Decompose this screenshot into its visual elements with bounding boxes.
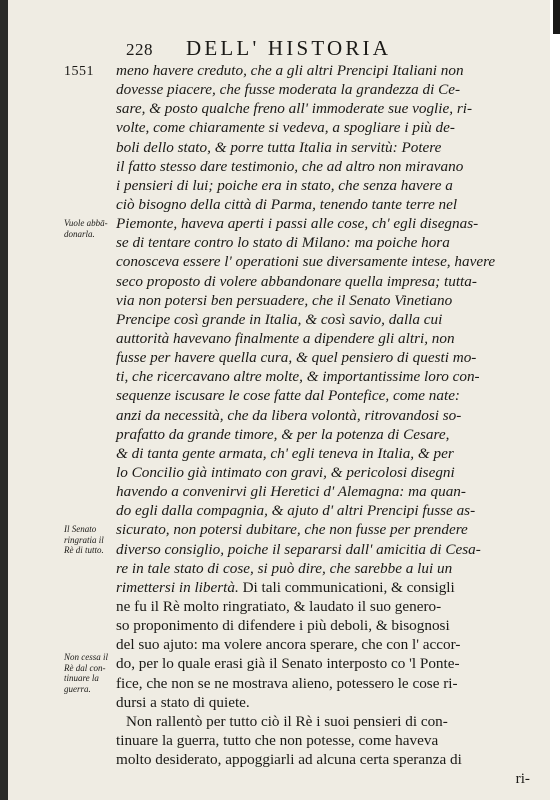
text-line: meno havere creduto, che a gli altri Prencipi Italiani non — [116, 62, 464, 79]
text-line: boli dello stato, & porre tutta Italia in servitù: Potere — [116, 138, 442, 156]
text-line: Prencipe così grande in Italia, & così savio, dalla cui — [116, 310, 443, 328]
text-line: & di tanta gente armata, ch' egli teneva in Italia, & per — [116, 444, 454, 462]
text-line: lo Concilio già intimato con gravi, & pericolosi disegni — [116, 463, 455, 481]
text-line: havendo a convenirvi gli Heretici d' Alemagna: ma quan- — [116, 483, 466, 501]
page-number: 228 — [126, 40, 153, 59]
margin-note-line: ringratia il — [64, 534, 104, 545]
text-line: dursi a stato di quiete. — [116, 693, 250, 711]
text-line: auttorità havevano finalmente a dipendere gli altri, non — [116, 329, 455, 347]
text-line: anzi da necessità, che da libera volontà, ritrovandosi so- — [116, 406, 462, 424]
page-right-edge — [550, 0, 560, 800]
margin-note-abandon — [64, 218, 124, 239]
final-paragraph — [116, 712, 534, 769]
mixed-italic-part: rimettersi in libertà. — [116, 578, 239, 596]
margin-note-line: donarla. — [64, 228, 95, 239]
margin-note-line: Rè dal con- — [64, 662, 106, 673]
text-line: fice, che non se ne mostrava alieno, potessero le cose ri- — [116, 674, 458, 692]
text-line: sare, & posto qualche freno all' immoderate sue voglie, ri- — [116, 100, 473, 118]
text-line: fusse per havere quella cura, & quel pensiero di questi mo- — [116, 349, 477, 367]
text-line: sicurato, non potersi dubitare, che non fusse per prendere — [116, 521, 468, 539]
text-line-mixed — [116, 578, 534, 597]
running-head: DELL' HISTORIA — [186, 36, 392, 60]
text-line: diverso consiglio, poiche il separarsi dall' amicitia di Cesa- — [116, 540, 481, 558]
text-line: il fatto stesso dare testimonio, che ad altro non miravano — [116, 157, 464, 175]
text-line: i pensieri di lui; poiche era in stato, che senza havere a — [116, 176, 453, 194]
text-line: so proponimento di difendere i più deboli, & bisognosi — [116, 617, 450, 635]
mixed-roman-part: Di tali communicationi, & consigli — [238, 578, 455, 596]
page-header — [126, 36, 486, 62]
text-line: sequenze iscusare le cose fatte dal Pontefice, come nate: — [116, 387, 460, 405]
text-line: via non potersi ben persuadere, che il Senato Vinetiano — [116, 291, 453, 309]
margin-note-line: Vuole abbā- — [64, 218, 108, 228]
margin-note-line: Non cessa il — [64, 652, 108, 662]
text-line: dovesse piacere, che fusse moderata la grandezza di Ce- — [116, 81, 461, 99]
text-line: tinuare la guerra, tutto che non potesse, come haveva — [116, 731, 439, 749]
text-line: prafatto da grande timore, & per la potenza di Cesare, — [116, 425, 450, 443]
roman-passage — [116, 597, 534, 712]
text-line: volte, come chiaramente si vedeva, a spogliare i più de- — [116, 119, 455, 137]
margin-note-line: guerra. — [64, 683, 91, 694]
text-line: del suo ajuto: ma volere ancora sperare, che con l' accor- — [116, 636, 461, 654]
book-page — [8, 0, 550, 800]
text-line: conosceva essere l' operationi sue diversamente intese, havere — [116, 253, 496, 271]
text-line: do, per lo quale erasi già il Senato interposto co 'l Ponte- — [116, 655, 460, 673]
margin-note-line: tinuare la — [64, 673, 99, 683]
text-line: Non rallentò per tutto ciò il Rè i suoi pensieri di con- — [126, 712, 448, 730]
text-line: se di tentare contro lo stato di Milano: ma poiche hora — [116, 234, 450, 252]
body-text — [116, 61, 534, 788]
text-line: re in tale stato di cose, si può dire, che sarebbe a lui un — [116, 559, 453, 577]
year-marker: 1551 — [64, 64, 94, 79]
text-line: seco proposto di volere abbandonare quella impresa; tutta- — [116, 272, 477, 290]
text-line: ti, che ricercavano altre molte, & importantissime loro con- — [116, 368, 480, 386]
margin-note-line: Rè di tutto. — [64, 545, 104, 555]
text-line: molto desiderato, appoggiarli ad alcuna certa speranza di — [116, 751, 462, 769]
margin-note-senate-thanks — [64, 524, 124, 556]
edge-notch — [553, 0, 560, 34]
italic-passage — [116, 61, 534, 578]
text-line: ne fu il Rè molto ringratiato, & laudato il suo genero- — [116, 597, 442, 615]
text-line: do egli dalla compagnia, & ajuto d' altri Prencipi fusse as- — [116, 502, 476, 520]
catchword: ri- — [515, 770, 530, 788]
text-line: Piemonte, haveva aperti i passi alle cose, ch' egli disegnas- — [116, 215, 479, 233]
text-line: ciò bisogno della città di Parma, tenendo tante terre nel — [116, 195, 458, 213]
margin-note-war-continues — [64, 652, 124, 694]
margin-note-line: Il Senato — [64, 524, 97, 534]
